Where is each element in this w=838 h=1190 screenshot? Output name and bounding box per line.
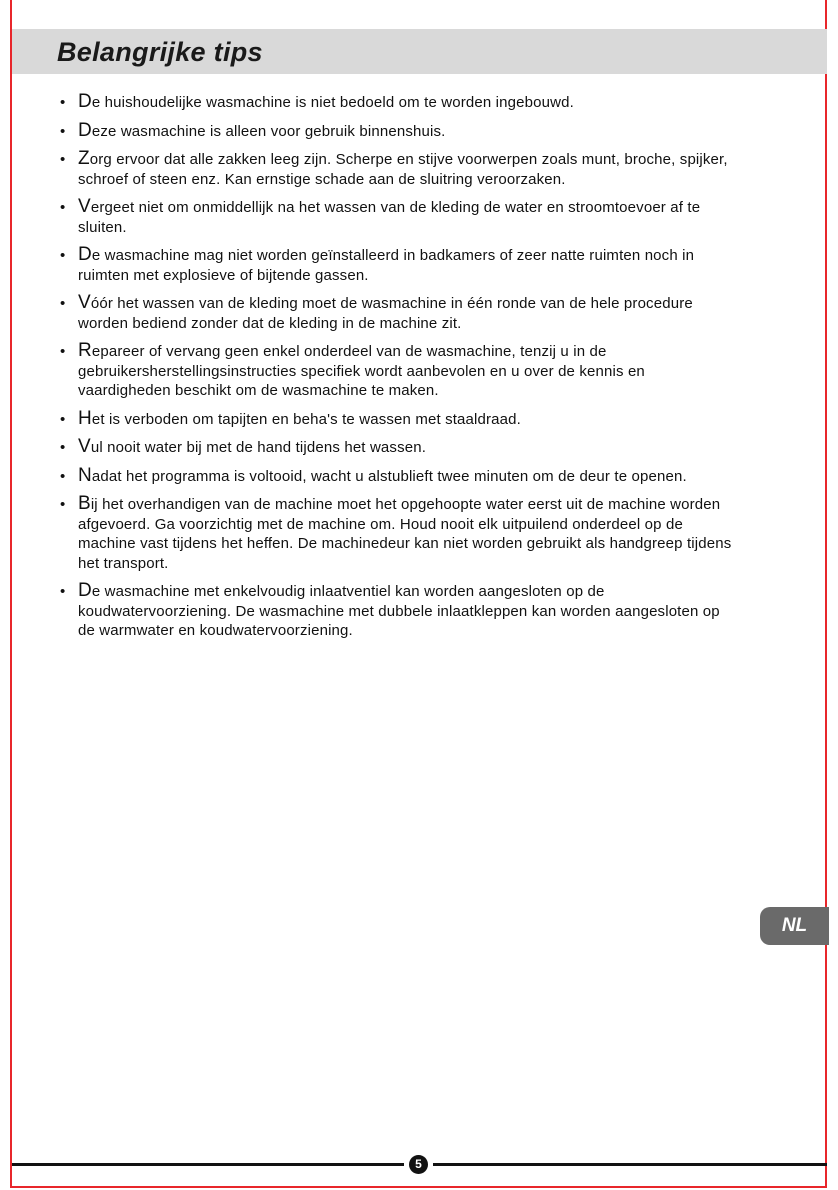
bullet-icon: • <box>60 295 66 312</box>
tip-initial: D <box>78 244 92 265</box>
bullet-icon: • <box>60 343 66 360</box>
tip-text: ij het overhandigen van de machine moet het opgehoopte water eerst uit de machine worden afgevoerd. Ga voorzichtig met de machine om. Houd nooit elk uitpuilend onderdeel op de machine vast tijdens het heffen. De machinedeur kan niet worden gebruikt als handgreep tijdens het transport. <box>78 496 732 572</box>
tip-initial: R <box>78 340 92 361</box>
bullet-icon: • <box>60 199 66 216</box>
bullet-icon: • <box>60 151 66 168</box>
tip-item-7 <box>60 341 740 401</box>
tip-initial: V <box>78 436 91 457</box>
footer-divider-right <box>433 1163 827 1166</box>
bullet-icon: • <box>60 410 66 428</box>
tip-text: et is verboden om tapijten en beha's te wassen met staaldraad. <box>91 410 521 428</box>
tip-text: eze wasmachine is alleen voor gebruik binnenshuis. <box>91 122 446 140</box>
bullet-icon: • <box>60 247 66 264</box>
tip-item-2 <box>60 121 740 142</box>
tip-initial: D <box>78 580 92 601</box>
tip-text: e huishoudelijke wasmachine is niet bedoeld om te worden ingebouwd. <box>91 94 574 111</box>
tip-initial: B <box>78 493 91 514</box>
footer-divider-left <box>12 1163 404 1166</box>
tip-item-8 <box>60 409 740 430</box>
bullet-icon: • <box>60 583 66 600</box>
bullet-icon: • <box>60 94 66 111</box>
tip-text: org ervoor dat alle zakken leeg zijn. Scherpe en stijve voorwerpen zoals munt, broche, spijker, schroef of steen enz. Kan ernstige schade aan de sluitring veroorzaken. <box>78 151 728 188</box>
tip-initial: H <box>78 407 92 429</box>
tip-text: óór het wassen van de kleding moet de wasmachine in één ronde van de hele procedure worden bediend zonder dat de kleding in de machine zit. <box>78 295 693 332</box>
tip-text: epareer of vervang geen enkel onderdeel van de wasmachine, tenzij u in de gebruikersherstellingsinstructies specifiek wordt aanbevolen en u over de kennis en vaardigheden beschikt om de wasmachine te maken. <box>78 343 645 399</box>
tip-text: ergeet niet om onmiddellijk na het wassen van de kleding de water en stroomtoevoer af te sluiten. <box>78 199 701 236</box>
bullet-icon: • <box>60 496 66 513</box>
language-tab: NL <box>760 907 829 945</box>
tip-item-6 <box>60 293 740 333</box>
bullet-icon: • <box>60 439 66 456</box>
tip-item-9 <box>60 437 740 458</box>
bullet-icon: • <box>60 122 66 140</box>
tip-item-11 <box>60 494 740 573</box>
tip-item-10 <box>60 466 740 487</box>
tip-item-1 <box>60 92 740 113</box>
tip-initial: D <box>78 91 92 112</box>
tip-text: ul nooit water bij met de hand tijdens het wassen. <box>90 439 427 456</box>
tip-initial: D <box>78 119 92 141</box>
page-number-badge: 5 <box>409 1155 428 1174</box>
tip-item-3 <box>60 149 740 189</box>
tip-initial: V <box>78 196 91 217</box>
tip-item-5 <box>60 245 740 285</box>
tip-initial: N <box>78 464 92 486</box>
page-title: Belangrijke tips <box>57 37 263 67</box>
tips-list <box>60 92 740 649</box>
tip-text: e wasmachine mag niet worden geïnstalleerd in badkamers of zeer natte ruimten noch in ruimten met explosieve of bijtende gassen. <box>78 247 695 284</box>
tip-initial: Z <box>78 148 90 169</box>
tip-text: e wasmachine met enkelvoudig inlaatventiel kan worden aangesloten op de koudwatervoorziening. De wasmachine met dubbele inlaatkleppen kan worden aangesloten op de warmwater en koudwatervoorziening. <box>78 583 720 639</box>
bullet-icon: • <box>60 467 66 485</box>
tip-item-12 <box>60 581 740 641</box>
tip-initial: V <box>78 292 91 313</box>
tip-text: adat het programma is voltooid, wacht u alstublieft twee minuten om de deur te openen. <box>91 467 687 485</box>
tip-item-4 <box>60 197 740 237</box>
